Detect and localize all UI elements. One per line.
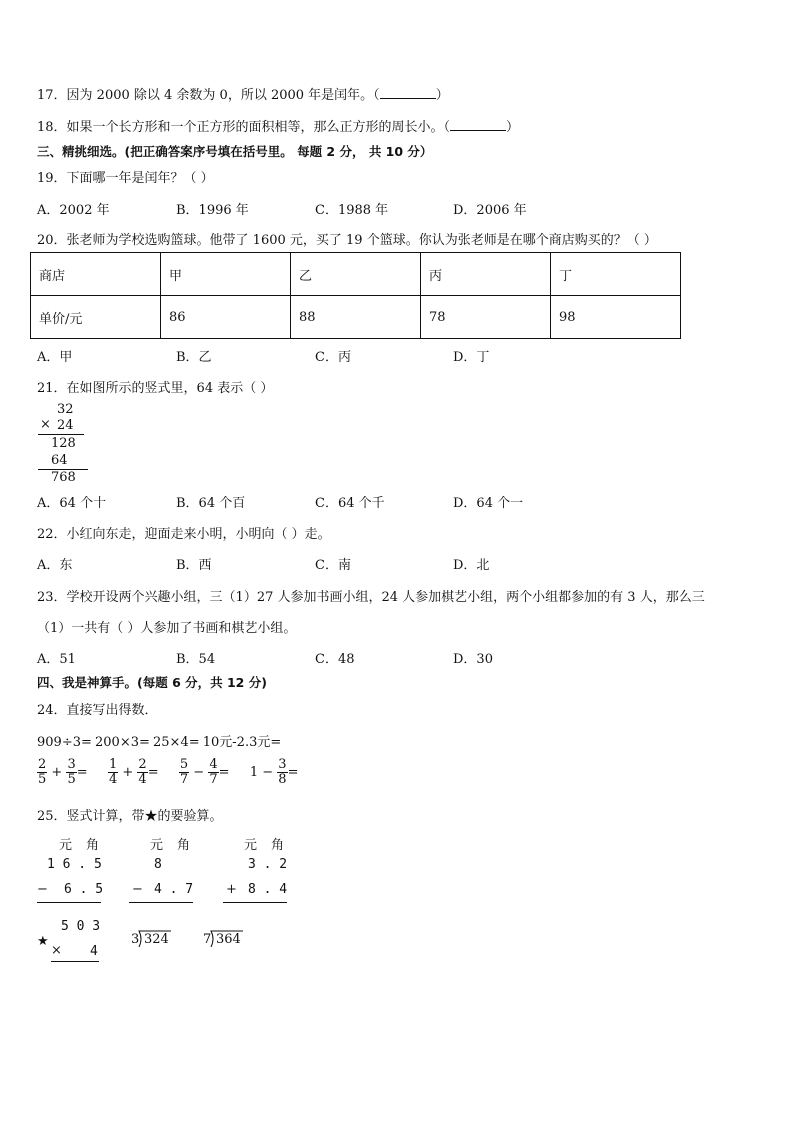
vertical-rule — [37, 902, 101, 903]
question-23-line-2: （1）一共有（ ）人参加了书画和棋艺小组。 — [37, 621, 297, 636]
vertical-bottom: 8 . 4 — [248, 882, 288, 897]
option-d[interactable]: D．丁 — [453, 350, 490, 365]
unit-yuan: 元 — [244, 838, 258, 853]
option-c[interactable]: C．64 个千 — [315, 496, 385, 511]
table-header-cell: 丁 — [551, 253, 681, 296]
unit-jiao: 角 — [86, 838, 100, 853]
option-a[interactable]: A．64 个十 — [37, 496, 107, 511]
vertical-bottom: 6 . 5 — [64, 882, 104, 897]
vertical-top: 5 0 3 — [61, 919, 101, 934]
question-18-text: 18．如果一个长方形和一个正方形的面积相等，那么正方形的周长小。（ — [37, 120, 451, 135]
option-c[interactable]: C．48 — [315, 652, 355, 667]
table-header-cell: 丙 — [421, 253, 551, 296]
option-b[interactable]: B．54 — [176, 652, 216, 667]
minus-sign: − — [132, 882, 143, 897]
question-22-text: 22．小红向东走，迎面走来小明，小明向（ ）走。 — [37, 527, 331, 542]
unit-yuan: 元 — [59, 838, 73, 853]
vertical-rule — [51, 961, 99, 962]
plus-sign: + — [226, 882, 237, 897]
fraction: $\frac{3}{8}$ — [278, 757, 287, 787]
table-cell: 86 — [161, 296, 291, 339]
vertical-rule — [223, 902, 287, 903]
partial-product-2: 64 — [51, 453, 68, 468]
option-a[interactable]: A．甲 — [37, 350, 73, 365]
vertical-rule — [129, 902, 193, 903]
table-cell: 单价/元 — [31, 296, 161, 339]
vertical-top: 1 6 . 5 — [47, 857, 102, 872]
section-4-heading: 四、我是神算手。(每题 6 分，共 12 分) — [37, 675, 267, 690]
option-b[interactable]: B．乙 — [176, 350, 212, 365]
dividend: 364 — [216, 932, 241, 947]
table-header-cell: 甲 — [161, 253, 291, 296]
fraction: $\frac{2}{4}$ — [138, 757, 147, 787]
unit-jiao: 角 — [271, 838, 285, 853]
question-20-text: 20．张老师为学校选购篮球。他带了 1600 元，买了 19 个篮球。你认为张老师是在哪个商店购买的？（ ） — [37, 233, 657, 248]
divisor: 3 — [131, 932, 140, 947]
unit-jiao: 角 — [177, 838, 191, 853]
question-25-text: 25．竖式计算，带★的要验算。 — [37, 809, 223, 824]
star-icon: ★ — [37, 934, 49, 949]
mental-math-line: 909÷3= 200×3= 25×4= 10元-2.3元= — [37, 735, 282, 750]
option-b[interactable]: B．1996 年 — [176, 203, 249, 218]
option-d[interactable]: D．北 — [453, 558, 490, 573]
partial-product-1: 128 — [51, 436, 76, 451]
option-a[interactable]: A．东 — [37, 558, 73, 573]
option-b[interactable]: B．西 — [176, 558, 212, 573]
vertical-result: 768 — [51, 470, 76, 485]
option-c[interactable]: C．1988 年 — [315, 203, 389, 218]
vertical-top: 3 . 2 — [248, 857, 288, 872]
times-sign: × — [40, 417, 51, 432]
table-header-cell: 乙 — [291, 253, 421, 296]
question-19-text: 19．下面哪一年是闰年？（ ） — [37, 171, 214, 186]
table-row — [31, 253, 681, 296]
question-23-line-1: 23．学校开设两个兴趣小组，三（1）27 人参加书画小组，24 人参加棋艺小组，两个小组都参加的有 3 人，那么三 — [37, 590, 705, 605]
table-cell: 88 — [291, 296, 421, 339]
vertical-bottom: 4 . 7 — [154, 882, 194, 897]
price-table — [30, 252, 681, 339]
question-17: 17．因为 2000 除以 4 余数为 0，所以 2000 年是闰年。（ ） — [37, 88, 449, 103]
fraction: $\frac{1}{4}$ — [108, 757, 118, 787]
option-d[interactable]: D．30 — [453, 652, 493, 667]
table-row — [31, 296, 681, 339]
question-18: 18．如果一个长方形和一个正方形的面积相等，那么正方形的周长小。（ ） — [37, 120, 520, 135]
vertical-top: 8 — [154, 857, 162, 872]
answer-blank-18[interactable] — [450, 118, 506, 131]
unit-yuan: 元 — [150, 838, 164, 853]
question-17-text: 17．因为 2000 除以 4 余数为 0，所以 2000 年是闰年。（ — [37, 88, 380, 103]
dividend: 324 — [144, 932, 169, 947]
fraction-line: $\frac{2}{5}$ + $\frac{3}{5}$ = $\frac{1}{4}$ + $\frac{2}{4}$ = $\frac{5}{7}$ − $\frac{4}{7}$ = 1 − $\frac{3}{8}$ = — [38, 757, 299, 787]
vertical-bottom: 4 — [90, 944, 98, 959]
answer-blank-17[interactable] — [380, 86, 436, 99]
option-b[interactable]: B．64 个百 — [176, 496, 246, 511]
fraction: $\frac{2}{5}$ — [38, 757, 47, 787]
table-cell: 98 — [551, 296, 681, 339]
option-c[interactable]: C．南 — [315, 558, 351, 573]
table-cell: 78 — [421, 296, 551, 339]
option-d[interactable]: D．64 个一 — [453, 496, 524, 511]
fraction: $\frac{5}{7}$ — [179, 757, 189, 787]
option-a[interactable]: A．2002 年 — [37, 203, 110, 218]
fraction: $\frac{3}{5}$ — [67, 757, 76, 787]
option-d[interactable]: D．2006 年 — [453, 203, 527, 218]
question-24-text: 24．直接写出得数． — [37, 703, 158, 718]
fraction: $\frac{4}{7}$ — [209, 757, 218, 787]
vertical-multiplier: 24 — [57, 418, 74, 433]
vertical-rule — [38, 434, 84, 435]
divisor: 7 — [203, 932, 212, 947]
table-header-cell: 商店 — [31, 253, 161, 296]
option-a[interactable]: A．51 — [37, 652, 76, 667]
section-3-heading: 三、精挑细选。(把正确答案序号填在括号里。 每题 2 分， 共 10 分） — [37, 144, 433, 159]
option-c[interactable]: C．丙 — [315, 350, 351, 365]
times-sign: × — [51, 943, 62, 958]
vertical-top: 32 — [57, 402, 74, 417]
question-21-text: 21．在如图所示的竖式里，64 表示（ ） — [37, 381, 274, 396]
minus-sign: − — [37, 882, 48, 897]
